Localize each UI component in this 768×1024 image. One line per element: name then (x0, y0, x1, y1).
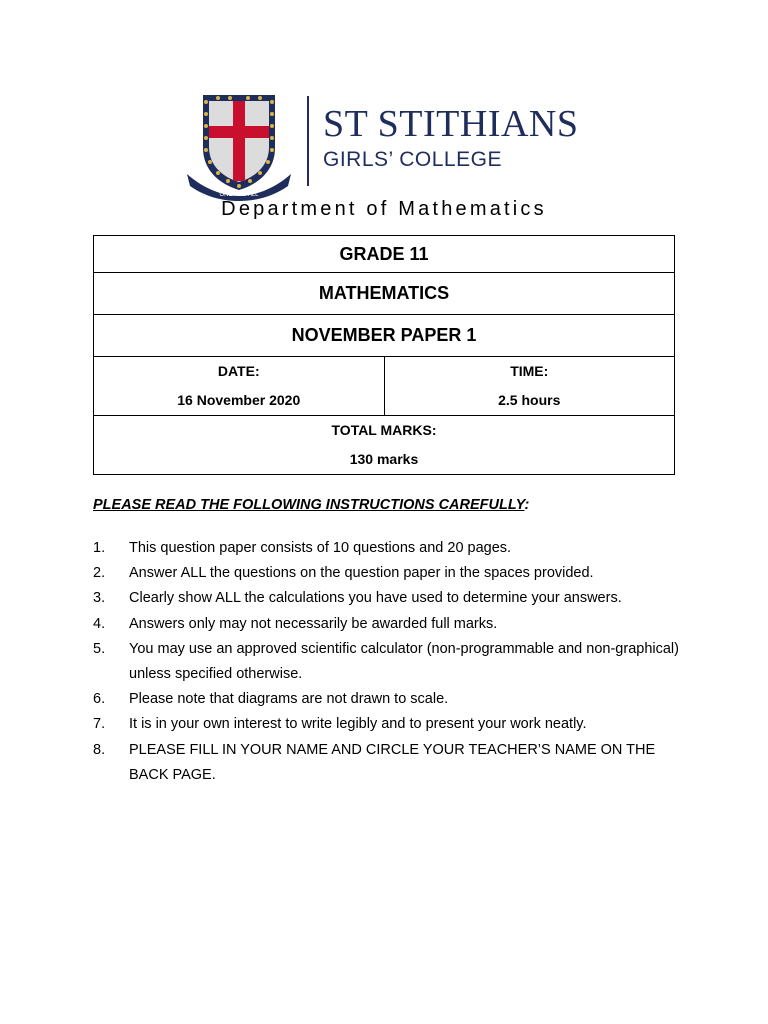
instruction-item (93, 637, 693, 687)
date-cell (94, 357, 385, 416)
school-subtitle: GIRLS’ COLLEGE (323, 148, 502, 171)
instruction-item (93, 687, 693, 712)
school-crest-logo (185, 92, 293, 202)
instruction-text: You may use an approved scientific calculator (non-programmable and non-graphical) unless specified otherwise. (129, 640, 679, 683)
instruction-number: 4. (93, 615, 106, 632)
instruction-item (93, 561, 693, 586)
instruction-text: Answer ALL the questions on the question paper in the spaces provided. (129, 565, 594, 582)
marks-label: TOTAL MARKS: (331, 422, 437, 438)
marks-cell (94, 416, 675, 475)
date-time-row (94, 357, 675, 416)
instruction-number: 2. (93, 565, 106, 582)
instruction-number: 1. (93, 540, 106, 556)
instruction-number: 7. (93, 716, 106, 733)
time-value: 2.5 hours (498, 392, 561, 408)
subject-cell: MATHEMATICS (94, 273, 675, 315)
school-name: ST STITHIANS (323, 103, 579, 145)
grade-row (94, 236, 675, 273)
subject-row (94, 273, 675, 315)
instruction-text: PLEASE FILL IN YOUR NAME AND CIRCLE YOUR TEACHER’S NAME ON THE BACK PAGE. (129, 741, 656, 783)
instruction-text: Clearly show ALL the calculations you have used to determine your answers. (129, 590, 622, 607)
instructions-heading-text: PLEASE READ THE FOLLOWING INSTRUCTIONS CAREFULLY (93, 497, 525, 513)
instruction-number: 3. (93, 590, 106, 607)
paper-cell: NOVEMBER PAPER 1 (94, 315, 675, 357)
instruction-text: Please note that diagrams are not drawn to scale. (129, 691, 449, 708)
date-label: DATE: (217, 363, 260, 379)
time-label: TIME: (510, 363, 549, 379)
grade-cell: GRADE 11 (94, 236, 675, 273)
instruction-item (93, 586, 693, 611)
instruction-item (93, 712, 693, 737)
instruction-number: 6. (93, 691, 106, 708)
school-header (185, 92, 585, 202)
instruction-item (93, 536, 693, 561)
instruction-number: 8. (93, 741, 106, 758)
instruction-number: 5. (93, 640, 106, 657)
header-divider (307, 96, 309, 186)
instructions-heading (93, 497, 529, 513)
instruction-text: Answers only may not necessarily be awarded full marks. (129, 615, 498, 632)
instruction-text: This question paper consists of 10 questions and 20 pages. (129, 540, 512, 556)
time-cell (384, 357, 675, 416)
instruction-item (93, 612, 693, 637)
cover-info-table (93, 235, 675, 475)
instructions-list (93, 536, 693, 788)
date-value: 16 November 2020 (177, 392, 301, 408)
department-title: Department of Mathematics (221, 198, 547, 220)
marks-value: 130 marks (349, 451, 419, 467)
instruction-item (93, 738, 693, 788)
instruction-text: It is in your own interest to write legibly and to present your work neatly. (129, 716, 587, 733)
paper-row (94, 315, 675, 357)
marks-row (94, 416, 675, 475)
crest-motto: ONE AND ALL (219, 192, 259, 198)
instructions-heading-colon: : (524, 497, 530, 513)
